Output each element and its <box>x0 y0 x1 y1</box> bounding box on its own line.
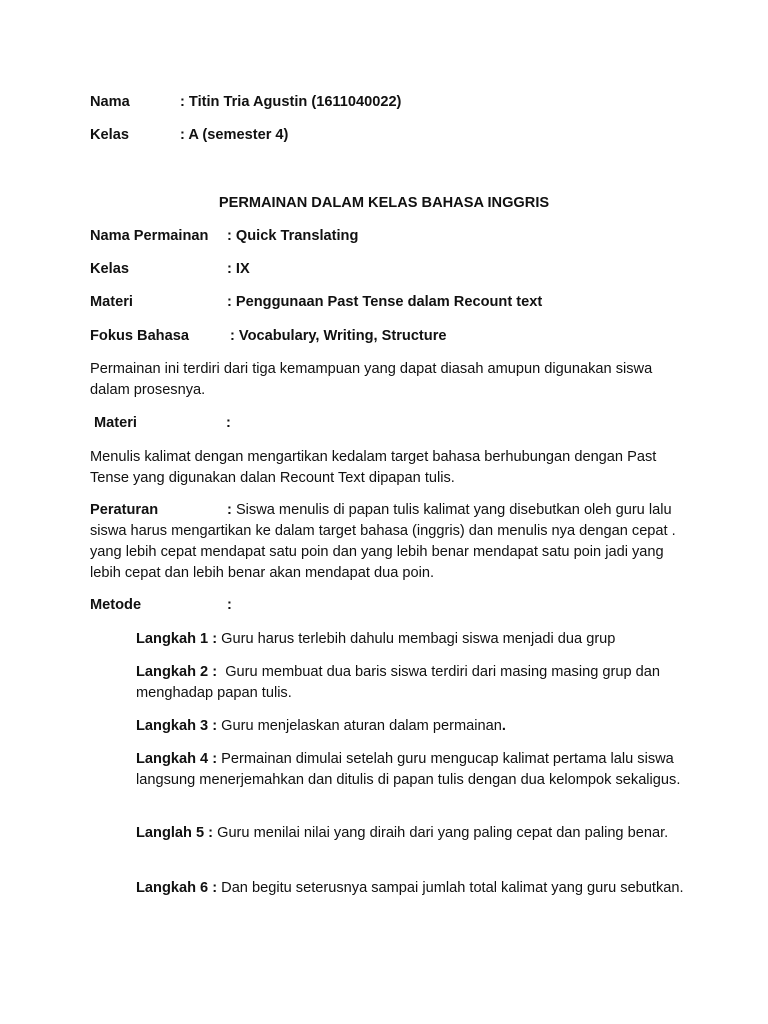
document-title: PERMAINAN DALAM KELAS BAHASA INGGRIS <box>218 195 550 211</box>
rules-text: Siswa menulis di papan tulis kalimat yang disebutkan oleh guru lalu siswa harus mengartikan ke dalam target bahasa (inggris) dan menulis nya dengan cepat . yang lebih cepat mendapat satu poin dan yang lebih benar mendapat satu poin jadi yang lebih cepat dan lebih benar akan mendapat dua poin. <box>90 502 676 581</box>
method-step-label: Langlah 5 : <box>136 825 214 841</box>
method-step-text: Dan begitu seterusnya sampai jumlah total kalimat yang guru sebutkan. <box>221 880 684 896</box>
student-name-value: : Titin Tria Agustin (1611040022) <box>180 94 402 110</box>
method-step <box>136 662 691 704</box>
method-heading-row <box>90 595 232 616</box>
language-focus-value: : Vocabulary, Writing, Structure <box>230 328 447 344</box>
method-step-text: Guru menjelaskan aturan dalam permainan <box>221 718 502 734</box>
method-step-label: Langkah 1 : <box>136 631 218 647</box>
game-name-value: : Quick Translating <box>227 228 359 244</box>
student-name-row <box>90 92 401 113</box>
game-class-row <box>90 259 250 280</box>
method-step-label: Langkah 3 : <box>136 718 218 734</box>
materi-heading-row <box>94 413 231 434</box>
student-class-row <box>90 125 288 146</box>
method-step-text: Permainan dimulai setelah guru mengucap kalimat pertama lalu siswa langsung menerjemahkan dan ditulis di papan tulis dengan dua kelompok sekaligus. <box>136 751 681 788</box>
materi-paragraph: Menulis kalimat dengan mengartikan kedalam target bahasa berhubungan dengan Past Tense yang digunakan dalan Recount Text dipapan tulis. <box>90 449 657 486</box>
game-material-label: Materi <box>90 294 133 310</box>
method-step-end: . <box>501 718 506 734</box>
game-name-label: Nama Permainan <box>90 228 209 244</box>
method-step-text: Guru harus terlebih dahulu membagi siswa menjadi dua grup <box>221 631 616 647</box>
student-class-label: Kelas <box>90 127 129 143</box>
student-name-label: Nama <box>90 94 130 110</box>
method-step <box>136 629 691 650</box>
method-step <box>136 823 691 844</box>
method-step-label: Langkah 6 : <box>136 880 218 896</box>
method-step <box>136 716 691 737</box>
rules-paragraph <box>90 500 690 584</box>
rules-colon: : <box>227 502 232 518</box>
game-name-row <box>90 226 358 247</box>
game-material-value: : Penggunaan Past Tense dalam Recount text <box>227 294 543 310</box>
game-class-label: Kelas <box>90 261 129 277</box>
method-heading-label: Metode <box>90 597 142 613</box>
language-focus-label: Fokus Bahasa <box>90 328 189 344</box>
method-step-label: Langkah 2 : <box>136 664 218 680</box>
game-material-row <box>90 292 542 313</box>
materi-heading-colon: : <box>226 415 231 431</box>
method-heading-colon: : <box>227 597 232 613</box>
method-step-label: Langkah 4 : <box>136 751 218 767</box>
game-class-value: : IX <box>227 261 250 277</box>
method-step-text: Guru menilai nilai yang diraih dari yang paling cepat dan paling benar. <box>217 825 669 841</box>
materi-heading-label: Materi <box>94 415 137 431</box>
method-step <box>136 878 691 899</box>
intro-paragraph: Permainan ini terdiri dari tiga kemampuan yang dapat diasah amupun digunakan siswa dalam prosesnya. <box>90 361 653 398</box>
method-step <box>136 749 691 791</box>
rules-label: Peraturan <box>90 502 159 518</box>
student-class-value: : A (semester 4) <box>180 127 289 143</box>
language-focus-row <box>90 326 447 347</box>
method-step-text: Guru membuat dua baris siswa terdiri dari masing masing grup dan menghadap papan tulis. <box>136 664 660 701</box>
